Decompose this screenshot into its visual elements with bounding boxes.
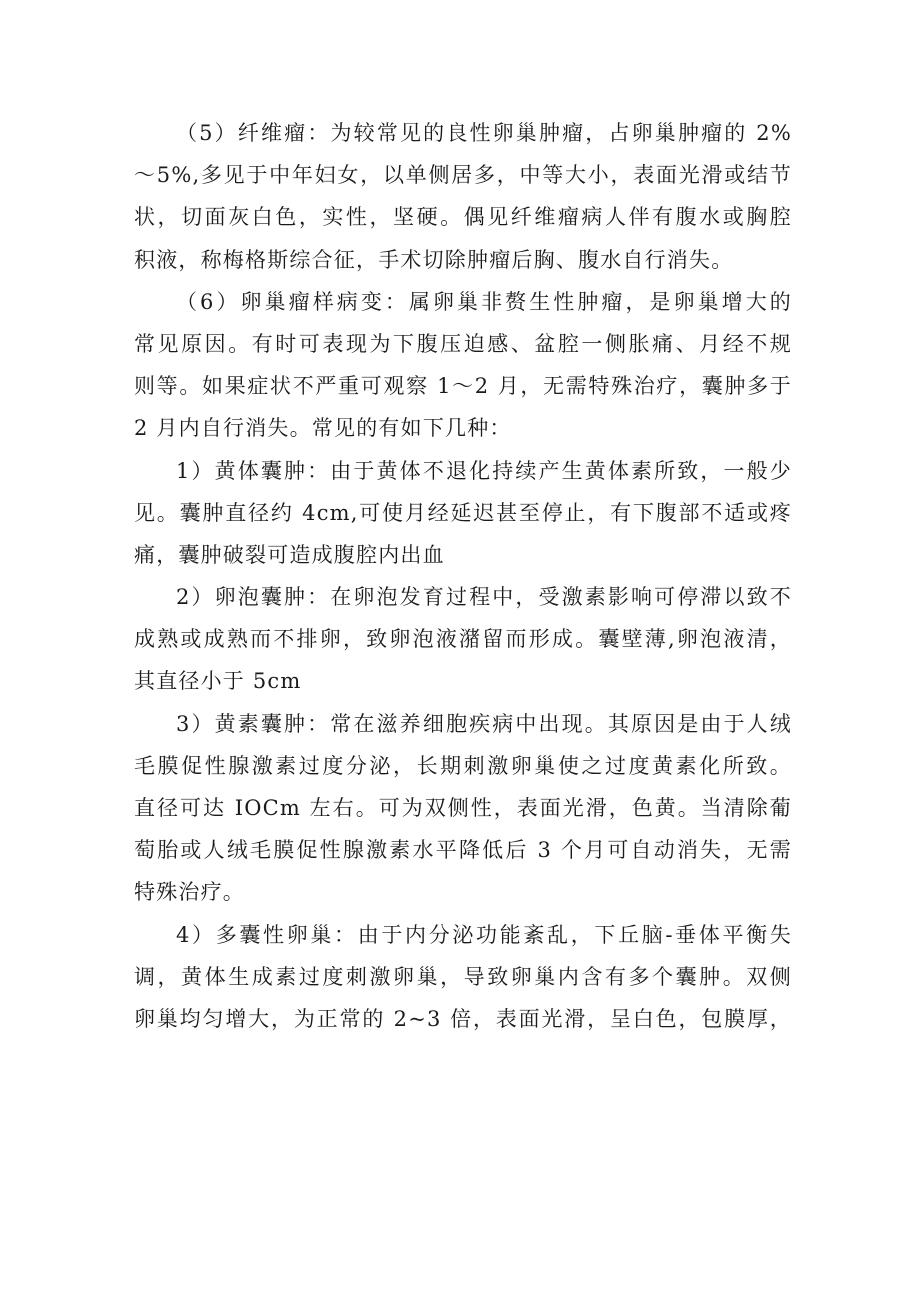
text-line: （5）纤维瘤：为较常见的良性卵巢肿瘤，占卵巢肿瘤的 2% bbox=[176, 121, 792, 145]
document-page bbox=[134, 112, 792, 1040]
text-line: 成熟或成熟而不排卵，致卵泡液潴留而形成。囊壁薄,卵泡液清， bbox=[134, 627, 792, 652]
text-line: 3）黄素囊肿：常在滋养细胞疾病中出现。其原因是由于人绒 bbox=[176, 711, 792, 736]
text-line: 积液，称梅格斯综合征，手术切除肿瘤后胸、腹水自行消失。 bbox=[134, 247, 734, 272]
text-line: 毛膜促性腺激素过度分泌，长期刺激卵巢使之过度黄素化所致。 bbox=[134, 753, 792, 778]
text-line: 状，切面灰白色，实性，坚硬。偶见纤维瘤病人伴有腹水或胸腔 bbox=[134, 205, 792, 230]
text-line: 常见原因。有时可表现为下腹压迫感、盆腔一侧胀痛、月经不规 bbox=[134, 331, 792, 356]
text-line: 其直径小于 5cm bbox=[134, 669, 302, 694]
text-line: 2）卵泡囊肿：在卵泡发育过程中，受激素影响可停滞以致不 bbox=[176, 585, 792, 610]
paragraph-theca-lutein-cyst bbox=[134, 703, 792, 914]
text-line: 2 月内自行消失。常见的有如下几种： bbox=[134, 416, 512, 441]
text-line: ～5%,多见于中年妇女，以单侧居多，中等大小，表面光滑或结节 bbox=[134, 163, 792, 188]
text-line: （6）卵巢瘤样病变：属卵巢非赘生性肿瘤，是卵巢增大的 bbox=[176, 289, 792, 314]
text-line: 调，黄体生成素过度刺激卵巢，导致卵巢内含有多个囊肿。双侧 bbox=[134, 964, 792, 989]
paragraph-follicular-cyst bbox=[134, 576, 792, 703]
text-line: 痛，囊肿破裂可造成腹腔内出血 bbox=[134, 542, 445, 567]
text-line: 卵巢均匀增大，为正常的 2~3 倍，表面光滑，呈白色，包膜厚， bbox=[134, 1006, 792, 1031]
text-line: 特殊治疗。 bbox=[134, 880, 245, 905]
paragraph-fibroma bbox=[134, 112, 792, 281]
text-line: 则等。如果症状不严重可观察 1～2 月，无需特殊治疗，囊肿多于 bbox=[134, 374, 792, 399]
paragraph-polycystic-ovary bbox=[134, 914, 792, 1041]
paragraph-tumor-like-lesions bbox=[134, 281, 792, 450]
paragraph-corpus-luteum-cyst bbox=[134, 450, 792, 577]
text-line: 见。囊肿直径约 4cm,可使月经延迟甚至停止，有下腹部不适或疼 bbox=[134, 500, 792, 525]
text-line: 1）黄体囊肿：由于黄体不退化持续产生黄体素所致，一般少 bbox=[176, 458, 792, 483]
text-line: 4）多囊性卵巢：由于内分泌功能紊乱，下丘脑-垂体平衡失 bbox=[176, 922, 792, 947]
text-line: 直径可达 IOCm 左右。可为双侧性，表面光滑，色黄。当清除葡 bbox=[134, 796, 792, 820]
text-line: 萄胎或人绒毛膜促性腺激素水平降低后 3 个月可自动消失，无需 bbox=[134, 838, 792, 863]
